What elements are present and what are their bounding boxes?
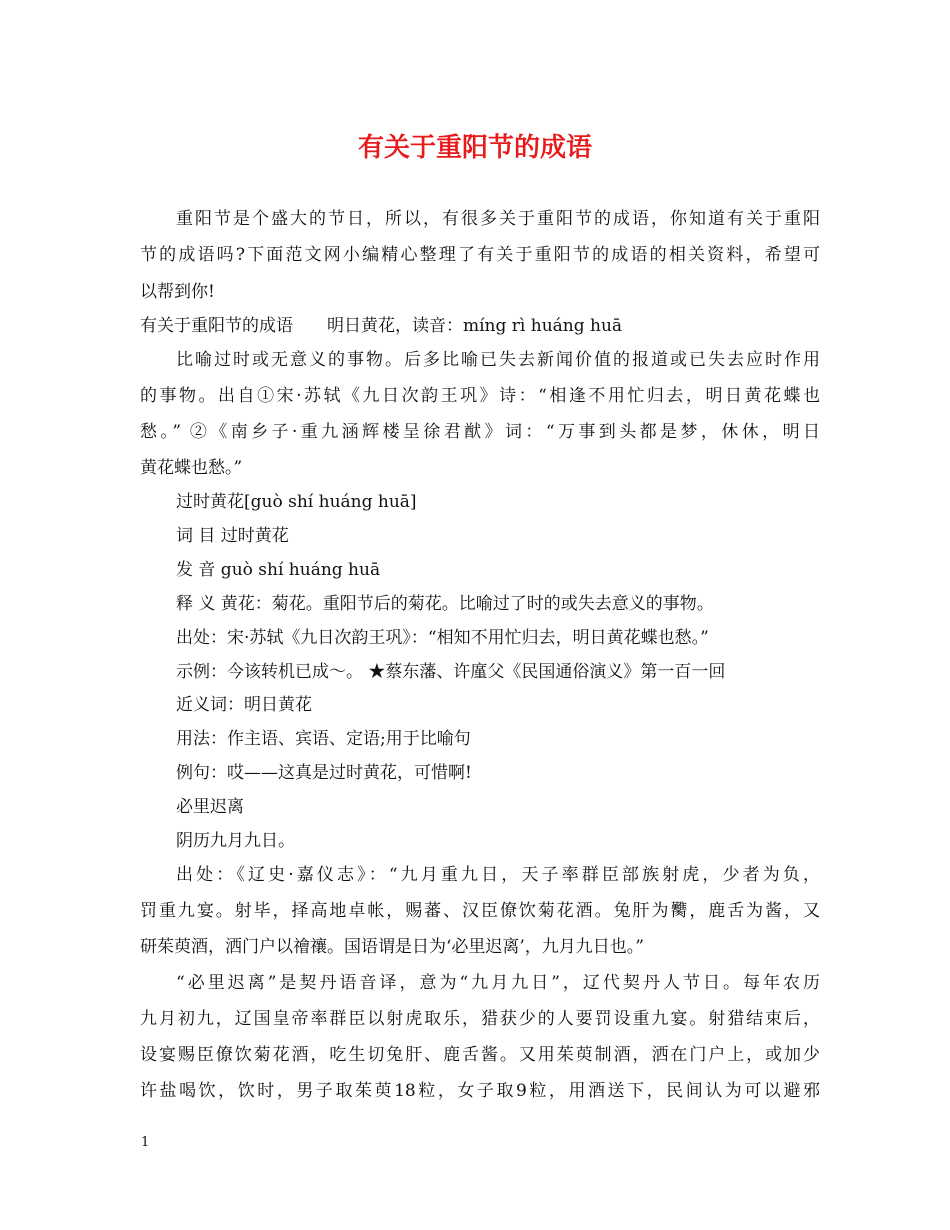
page-number: 1 [141, 1135, 150, 1150]
paragraph-line: 必里迟离 [176, 797, 244, 817]
paragraph-line: 设宴赐臣僚饮菊花酒，吃生切兔肝、鹿舌酱。又用茱萸制酒，洒在门户上，或加少 [140, 1045, 820, 1065]
paragraph-line: 重阳节是个盛大的节日，所以，有很多关于重阳节的成语，你知道有关于重阳 [176, 209, 820, 229]
paragraph-line: 愁。” ②《南乡子·重九涵辉楼呈徐君猷》词：“万事到头都是梦，休休，明日 [140, 422, 820, 442]
paragraph-line: 黄花蝶也愁。” [140, 458, 243, 478]
paragraph-line: 九月初九，辽国皇帝率群臣以射虎取乐，猎获少的人要罚设重九宴。射猎结束后， [140, 1009, 820, 1029]
paragraph-line: 用法：作主语、宾语、定语;用于比喻句 [176, 729, 471, 749]
paragraph-line: 出处：宋·苏轼《九日次韵王巩》：“相知不用忙归去，明日黄花蝶也愁。” [176, 628, 709, 648]
paragraph-line: 的事物。出自①宋·苏轼《九日次韵王巩》诗：“相逢不用忙归去，明日黄花蝶也 [140, 386, 820, 406]
paragraph-line: 以帮到你! [140, 282, 215, 302]
paragraph-line: 发 音 guò shí huáng huā [176, 560, 381, 580]
document-title: 有关于重阳节的成语 [357, 133, 592, 163]
paragraph-line: 词 目 过时黄花 [176, 526, 289, 546]
paragraph-line: 释 义 黄花：菊花。重阳节后的菊花。比喻过了时的或失去意义的事物。 [176, 594, 714, 614]
paragraph-line: 出处：《辽史·嘉仪志》：“九月重九日，天子率群臣部族射虎，少者为负， [176, 865, 820, 885]
paragraph-line: 阴历九月九日。 [176, 831, 295, 851]
paragraph-line: 许盐喝饮，饮时，男子取茱萸18粒，女子取9粒，用酒送下，民间认为可以避邪 [140, 1081, 820, 1101]
paragraph-line: 近义词：明日黄花 [176, 695, 312, 715]
paragraph-line: 节的成语吗?下面范文网小编精心整理了有关于重阳节的成语的相关资料，希望可 [140, 245, 820, 265]
paragraph-line: 有关于重阳节的成语 明日黄花，读音：míng rì huáng huā [140, 316, 623, 336]
paragraph-line: 比喻过时或无意义的事物。后多比喻已失去新闻价值的报道或已失去应时作用 [176, 350, 820, 370]
paragraph-line: “必里迟离”是契丹语音译，意为“九月九日”，辽代契丹人节日。每年农历 [176, 973, 820, 993]
paragraph-line: 罚重九宴。射毕，择高地卓帐，赐蕃、汉臣僚饮菊花酒。兔肝为臡，鹿舌为酱，又 [140, 901, 820, 921]
paragraph-line: 过时黄花[guò shí huáng huā] [176, 492, 417, 512]
paragraph-line: 例句：哎——这真是过时黄花，可惜啊! [176, 763, 472, 783]
paragraph-line: 研茱萸酒，洒门户以禬禳。国语谓是日为‘必里迟离’，九月九日也。” [140, 937, 644, 957]
paragraph-line: 示例：今该转机已成～。 ★蔡东藩、许廑父《民国通俗演义》第一百一回 [176, 662, 726, 682]
